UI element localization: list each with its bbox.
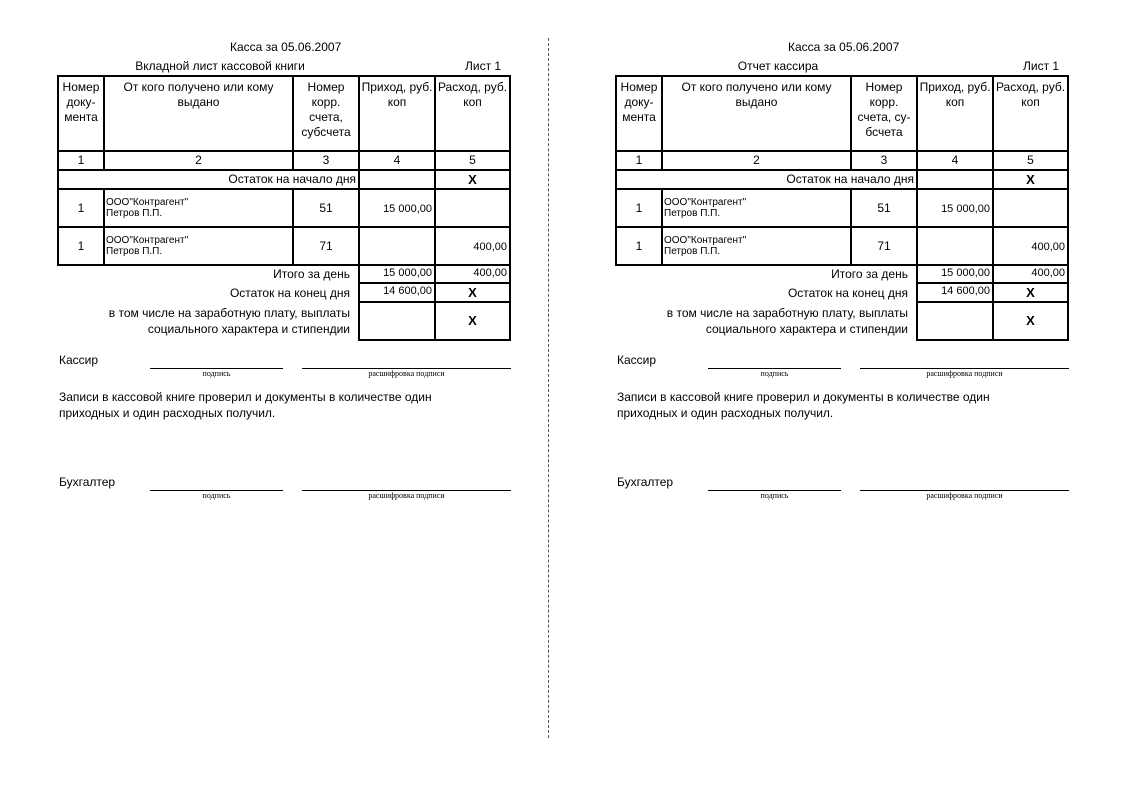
row1-expense — [992, 188, 1069, 228]
col-number-3: 3 — [292, 150, 360, 171]
end-balance-expense: X — [434, 282, 511, 303]
cashier-signature-caption: подпись — [760, 369, 789, 378]
cashier-label: Кассир — [617, 353, 657, 367]
row2-expense-value: 400,00 — [1031, 241, 1065, 253]
row1-party-person: Петров П.П. — [664, 208, 721, 219]
row1-party — [661, 188, 852, 228]
including-expense: X — [434, 301, 511, 341]
row2-party — [103, 226, 294, 266]
col-number-5: 5 — [992, 150, 1069, 171]
check-statement-line1: Записи в кассовой книге проверил и документы в количестве один — [617, 390, 990, 404]
header-expense: Расход, руб. коп — [992, 75, 1069, 152]
row2-party-person: Петров П.П. — [664, 246, 721, 257]
start-balance-expense: X — [992, 169, 1069, 190]
row2-party — [661, 226, 852, 266]
including-income — [358, 301, 436, 341]
row1-party-org: ООО"Контрагент" — [106, 197, 189, 208]
cash-title: Касса за 05.06.2007 — [230, 40, 342, 54]
total-label: Итого за день — [831, 267, 908, 281]
end-balance-expense: X — [992, 282, 1069, 303]
total-income-value: 15 000,00 — [941, 267, 990, 279]
row1-income-value: 15 000,00 — [941, 203, 990, 215]
including-label-line1: в том числе на заработную плату, выплаты — [666, 306, 908, 320]
cash-title: Касса за 05.06.2007 — [788, 40, 900, 54]
accountant-decryption-caption: расшифровка подписи — [368, 491, 445, 500]
total-expense — [434, 264, 511, 284]
check-statement — [617, 389, 1087, 421]
row2-income — [358, 226, 436, 266]
row2-account: 71 — [850, 226, 918, 266]
accountant-label: Бухгалтер — [617, 475, 674, 489]
total-expense — [992, 264, 1069, 284]
accountant-signature-caption: подпись — [202, 491, 231, 500]
row2-doc: 1 — [57, 226, 105, 266]
row2-expense — [434, 226, 511, 266]
row1-party — [103, 188, 294, 228]
including-expense: X — [992, 301, 1069, 341]
row1-account: 51 — [850, 188, 918, 228]
start-balance-label: Остаток на начало дня — [228, 172, 356, 186]
row1-income — [358, 188, 436, 228]
col-number-1: 1 — [615, 150, 663, 171]
including-label — [109, 305, 350, 337]
col-number-5: 5 — [434, 150, 511, 171]
accountant-label: Бухгалтер — [59, 475, 116, 489]
end-balance-label: Остаток на конец дня — [787, 286, 908, 300]
row2-expense — [992, 226, 1069, 266]
row2-party-org: ООО"Контрагент" — [106, 235, 189, 246]
cashier-signature-caption: подпись — [202, 369, 231, 378]
total-label: Итого за день — [273, 267, 350, 281]
row1-income — [916, 188, 994, 228]
row2-party-person: Петров П.П. — [106, 246, 163, 257]
col-number-2: 2 — [103, 150, 294, 171]
document-subtitle: Отчет кассира — [737, 59, 819, 73]
col-number-4: 4 — [916, 150, 994, 171]
end-balance-label: Остаток на конец дня — [229, 286, 350, 300]
cashier-decryption-caption: расшифровка подписи — [368, 369, 445, 378]
row2-doc: 1 — [615, 226, 663, 266]
including-income — [916, 301, 994, 341]
header-party: От кого получено или кому выдано — [661, 75, 852, 152]
total-income-value: 15 000,00 — [383, 267, 432, 279]
col-number-2: 2 — [661, 150, 852, 171]
start-balance-expense: X — [434, 169, 511, 190]
row1-party-org: ООО"Контрагент" — [664, 197, 747, 208]
header-account: Номер корр. счета, субсчета — [292, 75, 360, 152]
header-income: Приход, руб. коп — [358, 75, 436, 152]
row2-expense-value: 400,00 — [473, 241, 507, 253]
header-expense: Расход, руб. коп — [434, 75, 511, 152]
col-number-1: 1 — [57, 150, 105, 171]
including-label-line2: социального характера и стипендии — [147, 322, 350, 336]
start-balance-income — [916, 169, 994, 190]
col-number-4: 4 — [358, 150, 436, 171]
row1-doc: 1 — [57, 188, 105, 228]
end-balance-income-value: 14 600,00 — [383, 285, 432, 297]
cashier-label: Кассир — [59, 353, 99, 367]
sheet-number: Лист 1 — [465, 59, 502, 73]
including-label-line2: социального характера и стипендии — [705, 322, 908, 336]
check-statement-line2: приходных и один расходных получил. — [59, 406, 276, 420]
col-number-3: 3 — [850, 150, 918, 171]
check-statement — [59, 389, 529, 421]
row1-doc: 1 — [615, 188, 663, 228]
row1-expense — [434, 188, 511, 228]
document-subtitle: Вкладной лист кассовой книги — [135, 59, 305, 73]
cashier-report-sheet — [558, 0, 1118, 794]
including-label — [667, 305, 908, 337]
total-income — [916, 264, 994, 284]
end-balance-income — [358, 282, 436, 303]
cashier-decryption-caption: расшифровка подписи — [926, 369, 1003, 378]
row1-income-value: 15 000,00 — [383, 203, 432, 215]
row2-account: 71 — [292, 226, 360, 266]
sheet-number: Лист 1 — [1023, 59, 1060, 73]
header-account: Номер корр. счета, су-бсчета — [850, 75, 918, 152]
accountant-decryption-caption: расшифровка подписи — [926, 491, 1003, 500]
row1-party-person: Петров П.П. — [106, 208, 163, 219]
including-label-line1: в том числе на заработную плату, выплаты — [108, 306, 350, 320]
header-income: Приход, руб. коп — [916, 75, 994, 152]
total-expense-value: 400,00 — [473, 267, 507, 279]
header-doc-number: Номер доку-мента — [615, 75, 663, 152]
row2-income — [916, 226, 994, 266]
accountant-signature-caption: подпись — [760, 491, 789, 500]
header-party: От кого получено или кому выдано — [103, 75, 294, 152]
start-balance-income — [358, 169, 436, 190]
end-balance-income — [916, 282, 994, 303]
check-statement-line2: приходных и один расходных получил. — [617, 406, 834, 420]
start-balance-label: Остаток на начало дня — [786, 172, 914, 186]
end-balance-income-value: 14 600,00 — [941, 285, 990, 297]
header-doc-number: Номер доку-мента — [57, 75, 105, 152]
row2-party-org: ООО"Контрагент" — [664, 235, 747, 246]
total-expense-value: 400,00 — [1031, 267, 1065, 279]
cash-book-insert-sheet — [0, 0, 560, 794]
total-income — [358, 264, 436, 284]
check-statement-line1: Записи в кассовой книге проверил и документы в количестве один — [59, 390, 432, 404]
row1-account: 51 — [292, 188, 360, 228]
